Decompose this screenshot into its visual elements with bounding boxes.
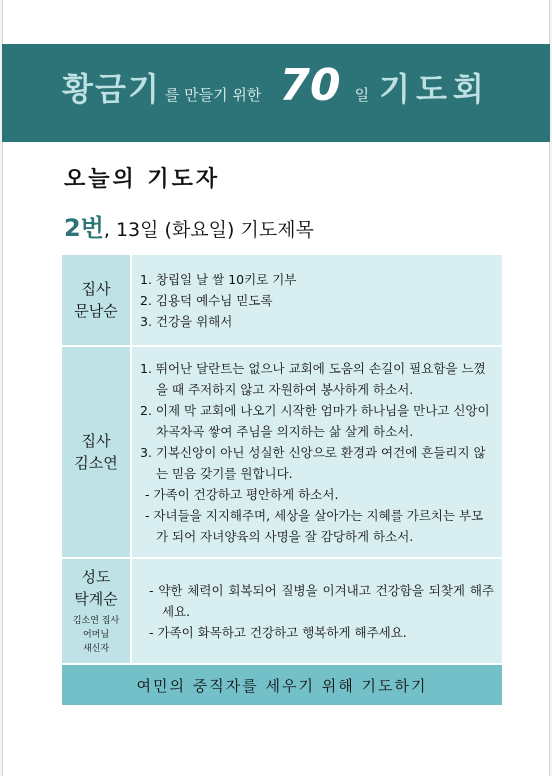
banner-word-prayer-meeting: 기도회 xyxy=(379,70,490,108)
prayer-list-cell xyxy=(131,558,503,664)
person-cell xyxy=(61,346,131,558)
person-cell xyxy=(61,254,131,346)
day-line-number: 2번 xyxy=(64,214,104,242)
person-name: 김소연 xyxy=(74,454,118,472)
prayer-item: 3. 기복신앙이 아닌 성실한 신앙으로 환경과 여건에 흔들리지 않는 믿음 갖기를 원합니다. xyxy=(140,444,486,481)
table-row xyxy=(61,558,503,664)
prayer-item: 3. 건강을 위해서 xyxy=(140,313,233,329)
prayer-item: - 가족이 건강하고 평안하게 하소서. xyxy=(145,486,339,502)
prayer-table xyxy=(60,253,504,707)
person-note-line: 새신자 xyxy=(82,644,110,654)
person-note-line: 어머님 xyxy=(82,630,110,640)
person-note xyxy=(63,614,129,656)
banner-word-golden-age: 황금기 xyxy=(62,70,161,108)
person-name: 탁계순 xyxy=(74,590,118,608)
prayer-item: - 약한 체력이 회복되어 질병을 이겨내고 건강함을 되찾게 해주세요. xyxy=(149,582,494,619)
day-line-text: , 13일 (화요일) 기도제목 xyxy=(103,219,314,241)
prayer-item: - 자녀들을 지지해주며, 세상을 살아가는 지혜를 가르치는 부모가 되어 자녀양육의 사명을 잘 감당하게 하소서. xyxy=(145,507,484,544)
day-line xyxy=(64,208,314,243)
banner-number: 70 xyxy=(279,60,341,111)
banner-day: 일 xyxy=(354,86,370,104)
table-row xyxy=(61,664,503,706)
table-row xyxy=(61,254,503,346)
prayer-item: - 가족이 화목하고 건강하고 행복하게 해주세요. xyxy=(149,624,407,640)
subheading: 오늘의 기도자 xyxy=(64,167,221,192)
person-note-line: 김소연 집사 xyxy=(72,616,120,626)
banner-mid-text: 를 만들기 위한 xyxy=(164,86,262,104)
prayer-item: 2. 김용덕 예수님 믿도록 xyxy=(140,292,273,308)
prayer-list-cell xyxy=(131,254,503,346)
footer-banner: 여민의 중직자를 세우기 위해 기도하기 xyxy=(61,664,503,706)
person-name: 문남순 xyxy=(74,302,118,320)
prayer-item: 1. 뛰어난 달란트는 없으나 교회에 도움의 손길이 필요함을 느꼈을 때 주저하지 않고 자원하여 봉사하게 하소서. xyxy=(140,360,486,397)
prayer-item: 2. 이제 막 교회에 나오기 시작한 엄마가 하나님을 만나고 신앙이 차곡차곡 쌓여 주님을 의지하는 삶 살게 하소서. xyxy=(140,402,490,439)
person-role: 성도 xyxy=(81,568,111,586)
title-banner xyxy=(2,44,550,142)
person-cell xyxy=(61,558,131,664)
person-role: 집사 xyxy=(81,280,111,298)
person-role: 집사 xyxy=(81,432,111,450)
table-row xyxy=(61,346,503,558)
prayer-item: 1. 창립일 날 쌀 10키로 기부 xyxy=(140,271,297,287)
prayer-list-cell xyxy=(131,346,503,558)
